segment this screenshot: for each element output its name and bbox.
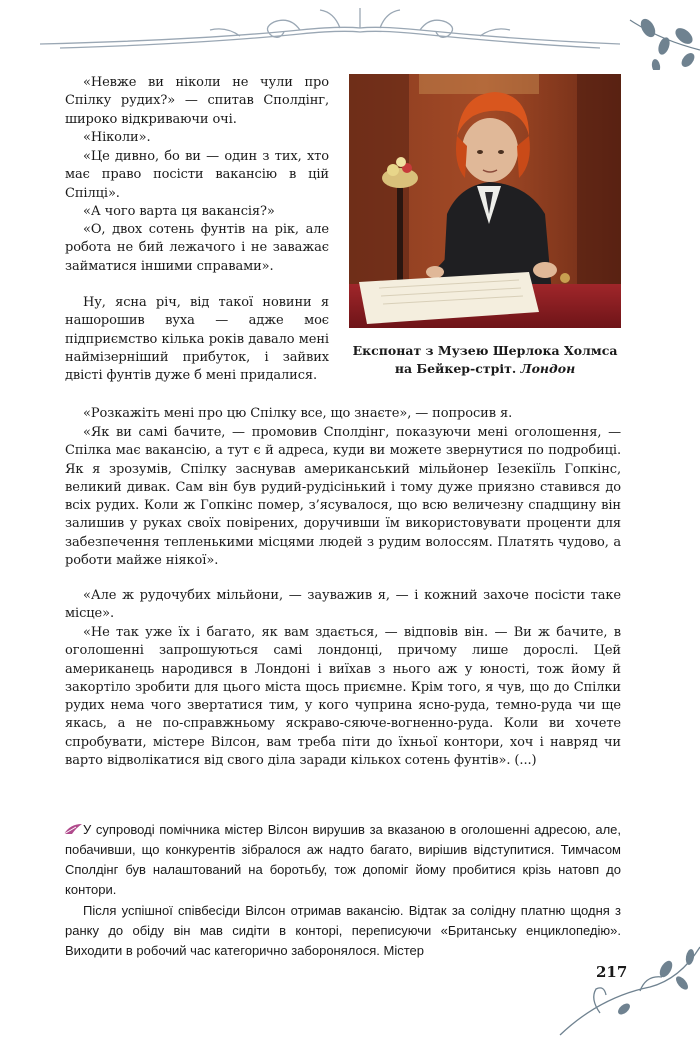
paragraph-9: «Але ж рудочубих мільйони, — зауважив я, — і кожний захоче посісти таке місце». xyxy=(65,588,621,622)
caption-city: Лондон xyxy=(520,361,576,376)
summary-paragraph-1: У супроводі помічника містер Вілсон вирушив за вказаною в оголошенні адресою, але, побачивши, що конкурентів зібралося аж надто багато, вирішив відступитися. Тимчасом Сполдінг був налаштований на боротьбу, тож допоміг йому пробитися крізь натовп до контори. xyxy=(65,822,621,897)
paragraph-6: Ну, ясна річ, від такої новини я нашорошив вуха — адже моє підприємство кілька років давало мені наймізерніший прибуток, і зайвих двісті фунтів дуже б мені придалися. xyxy=(65,295,329,384)
paragraph-10: «Не так уже їх і багато, як вам здається, — відповів він. — Ви ж бачите, в оголошенні запрошуються самі лондонці, причому лише дорослі. Цей американець народився в Лондоні і виїхав з нього аж у юності, тож йому й закортіло зробити для цього міста щось приємне. Крім того, я чув, що до Спілки рудих нема чого звертатися тим, у кого чуприна ясно-руда, темно-руда чи ще якась, а не по-справжньому яскраво-сяюче-вогненно-руда. Коли ви хочете спробувати, містере Вілсон, вам треба піти до їхньої контори, хоч і навряд чи варто відволікатися від свого діла заради кількох сотень фунтів». (...) xyxy=(65,625,621,769)
caption-line-1: Експонат з Музею Шерлока Холмса xyxy=(352,343,618,358)
paragraph-4: «А чого варта ця вакансія?» xyxy=(83,204,275,219)
paragraph-5: «О, двох сотень фунтів на рік, але робота не бий лежачого і не заважає займатися іншими справами». xyxy=(65,222,329,274)
top-scroll-ornament xyxy=(0,0,700,70)
caption-line-2: на Бейкер-стріт. Лондон xyxy=(394,361,576,376)
bottom-vine-ornament xyxy=(540,917,700,1037)
paragraph-7: «Розкажіть мені про цю Спілку все, що знаєте», — попросив я. xyxy=(83,406,513,421)
photo-caption xyxy=(349,342,621,378)
museum-exhibit-photo xyxy=(349,74,621,328)
paragraph-2: «Ніколи». xyxy=(83,130,151,145)
paragraph-3: «Це дивно, бо ви — один з тих, хто має право посісти вакансію в цій Спілці». xyxy=(65,149,329,201)
page-number: 217 xyxy=(596,963,628,981)
summary-paragraph-2: Після успішної співбесіди Вілсон отримав вакансію. Відтак за солідну платню щодня з ранку до обіду він мав сидіти в конторі, переписуючи «Британську енциклопедію». Виходити в робочий час категорично заборонялося. Містер xyxy=(65,903,621,958)
paragraph-1: «Невже ви ніколи не чули про Спілку рудих?» — спитав Сполдінг, широко відкриваючи очі. xyxy=(65,75,329,127)
paragraph-8: «Як ви самі бачите, — промовив Сполдінг, показуючи мені оголошення, — Спілка має вакансію, а тут є й адреса, куди ви можете звернутися по подробиці. Як я зрозумів, Спілку заснував американський мільйонер Іезекіїль Гопкінс, великий дивак. Сам він був рудий-рудісінький і тому дуже приязно ставився до всіх рудих. Коли ж Гопкінс помер, з’ясувалося, що всю величезну спадщину він залишив у руках своїх повірених, доручивши їм використовувати проценти для забезпечення тепленькими місцями людей з рудим волоссям. Платять чудово, а роботи майже ніякої». xyxy=(65,425,621,569)
